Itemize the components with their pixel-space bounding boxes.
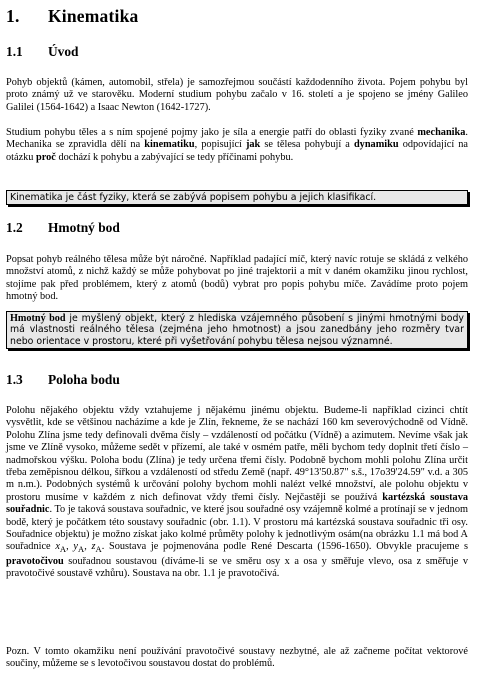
text-run: souřadnou soustavou (díváme-li se ve směru osy x a osa y směřuje vlevo, osa z směřuje v pravotočivé soustavě vzhůru). Soustava na obr. 1.1 je pravotočivá.: [6, 555, 468, 580]
uvod-paragraph-2: [6, 127, 468, 164]
poloha-bodu-paragraph-1: Polohu nějakého objektu vždy vztahujeme j nějakému jinému objektu. Budeme-li například cizinci chtít vysvětlit, kde se většinou nacházíme a kde je Zlín, řekneme, že se nachází 160 km severovýchodně od Vídně. Polohu Zlína jsme tedy definovali dvěma čísly – vzdáleností od počátku (Vídně) a azimutem. Nevíme však jak jsme ve Zlíně vysoko, můžeme sedět v přízemí, ale také v osmém patře, měli bychom tedy doplnit třetí číslo – nadmořskou výšku. Poloha bodu (Zlína) je tedy určena třemi čísly. Podobně bychom mohli polohu Zlína určit třeba zeměpisnou délkou, šířkou a vzdáleností od středu Země (např. 49°13'50.87" s.š., 17o39'24.59" v.d. a 305 m n.m.). Podobných systémů k určování polohy bychom mohli nalézt velké množství, ale polohu objektu v prostoru musíme v každém z nich definovat vždy třemi čísly. Nejčastěji se používá kartézská soustava souřadnic. To je taková soustava souřadnic, ve které jsou souřadné osy vzájemně kolmé a protínají se v jednom bodě, který je počátkem této soustavy souřadnic (obr. 1.1). V prostoru má kartézská soustava souřadnic tři osy. Souřadnice objektu) je možno získat jako kolmé průměty polohy k jednotlivým osám(na obrázku 1.1 má bod A souřadnice $x_A$, $y_A$, $z_A$. Soustava je pojmenována podle René Descarta (1596-1650). Obvykle pracujeme s pravotočivou souřadnou soustavou (díváme-li se ve směru osy x a osa y směřuje vlevo, osa z směřuje v pravotočivé soustavě vzhůru). Soustava na obr. 1.1 je pravotočivá.: [6, 405, 468, 580]
text-run: Polohu nějakého objektu vždy vztahujeme j nějakému jinému objektu. Budeme-li například cizinci chtít vysvětlit, kde se většinou nacházíme a kde je Zlín, řekneme, že se nachází 160 km severovýchodně od Vídně. Polohu Zlína jsme tedy definovali dvěma čísly – vzdáleností od počátku (Vídně) a azimutem. Nevíme však jak jsme ve Zlíně vysoko, můžeme sedět v přízemí, ale také v osmém patře, měli bychom tedy doplnit třetí číslo – nadmořskou výšku. Poloha bodu (Zlína) je tedy určena třemi čísly. Podobně bychom mohli polohu Zlína určit třeba zeměpisnou délkou, šířkou a vzdáleností od středu Země (např. 49°13'50.87" s.š., 17o39'24.59" v.d. a 305 m n.m.). Podobných systémů k určování polohy bychom mohli nalézt velké množství, ale polohu objektu v prostoru musíme v každém z nich definovat vždy třemi čísly. Nejčastěji se používá: [6, 405, 468, 503]
chapter-title: Kinematika: [48, 6, 139, 26]
text-run: . To je taková soustava souřadnic, ve které jsou souřadné osy vzájemně kolmé a protínají se v jednom bodě, který je počátkem této soustavy souřadnic (obr. 1.1). V prostoru má kartézská soustava souřadnic tři osy. Souřadnice objektu) je možno získat jako kolmé průměty polohy k jednotlivým osám(na obrázku 1.1 má bod A souřadnice: [6, 504, 468, 553]
text-run: dochází k pohybu a zabývající se tedy příčinami pohybu.: [55, 151, 294, 163]
section-title: Úvod: [48, 44, 79, 59]
section-heading-hmotny-bod: [6, 220, 120, 236]
section-number: 1.2: [6, 220, 23, 235]
definition-box-kinematika: Kinematika je část fyziky, která se zabývá popisem pohybu a jejich klasifikací.: [6, 190, 468, 205]
term-mechanika: mechanika: [417, 127, 466, 138]
term-kinematiku: kinematiku: [144, 139, 195, 151]
term-dynamiku: dynamiku: [353, 139, 399, 151]
term-pravotocivou: pravotočivou: [6, 555, 64, 567]
text-run: Studium pohybu těles a s ním spojené pojmy jako je síla a energie patří do oblasti fyziky zvané: [6, 127, 418, 138]
section-title: Poloha bodu: [48, 372, 120, 387]
subscript-a: A: [59, 544, 67, 555]
subscript-a: A: [95, 544, 102, 555]
chapter-heading: [6, 6, 138, 27]
section-number: 1.3: [6, 372, 23, 387]
text-run: odpovídající na otázku: [6, 139, 468, 163]
section-heading-uvod: [6, 44, 79, 60]
poloha-bodu-note: Pozn. V tomto okamžiku není používání pravotočivé soustavy nezbytné, ale až začneme počítat vektorové součiny, můžeme se s levotočivou soustavou dostat do problémů.: [6, 646, 468, 670]
section-heading-poloha-bodu: [6, 372, 120, 388]
term-hmotny-bod: Hmotný bod: [10, 313, 66, 324]
definition-text: je myšlený objekt, který z hlediska vzájemného působení s jinými hmotnými body má vlastnosti reálného tělesa (zejména jeho hmotnost) a jsou zanedbány jeho rozměry tvar nebo orientace v prostoru, které při vyšetřování pohybu tělesa nejsou významné.: [10, 313, 464, 347]
subscript-a: A: [77, 544, 85, 555]
term-kartezska-soustava: kartézská soustava souřadnic: [6, 491, 468, 516]
text-run: . Mechanika se zpravidla dělí na: [6, 127, 468, 151]
text-run: , popisující: [194, 139, 246, 151]
term-proc: proč: [36, 151, 56, 163]
coord-z: z: [91, 541, 96, 553]
term-jak: jak: [245, 139, 261, 151]
coord-y: y: [73, 541, 78, 553]
section-number: 1.1: [6, 44, 23, 59]
uvod-paragraph-1: Pohyb objektů (kámen, automobil, střela) je samozřejmou součástí každodenního života. Pojem pohybu byl proto známý už ve starověku. Moderní studium pohybu začalo v 16. století a je spojeno se jmény Galileo Galilei (1564-1642) a Isaac Newton (1642-1727).: [6, 77, 468, 113]
coord-x: x: [55, 541, 60, 553]
chapter-number: 1.: [6, 6, 20, 26]
hmotny-bod-paragraph: Popsat pohyb reálného tělesa může být náročné. Například padající míč, který navíc rotuje se skládá z velkého množství atomů, z nichž každý se může pohybovat po jiné trajektorii a mít v daném okamžiku jinou rychlost, stojíme pak před problémem, který z atomů (bodů) vybrat pro popis pohybu míče. Zavádíme proto pojem hmotný bod.: [6, 254, 468, 303]
definition-box-hmotny-bod: [6, 311, 468, 349]
section-title: Hmotný bod: [48, 220, 120, 235]
text-run: se tělesa pohybují a: [260, 139, 354, 151]
text-run: . Soustava je pojmenována podle René Descarta (1596-1650). Obvykle pracujeme s: [101, 541, 468, 553]
